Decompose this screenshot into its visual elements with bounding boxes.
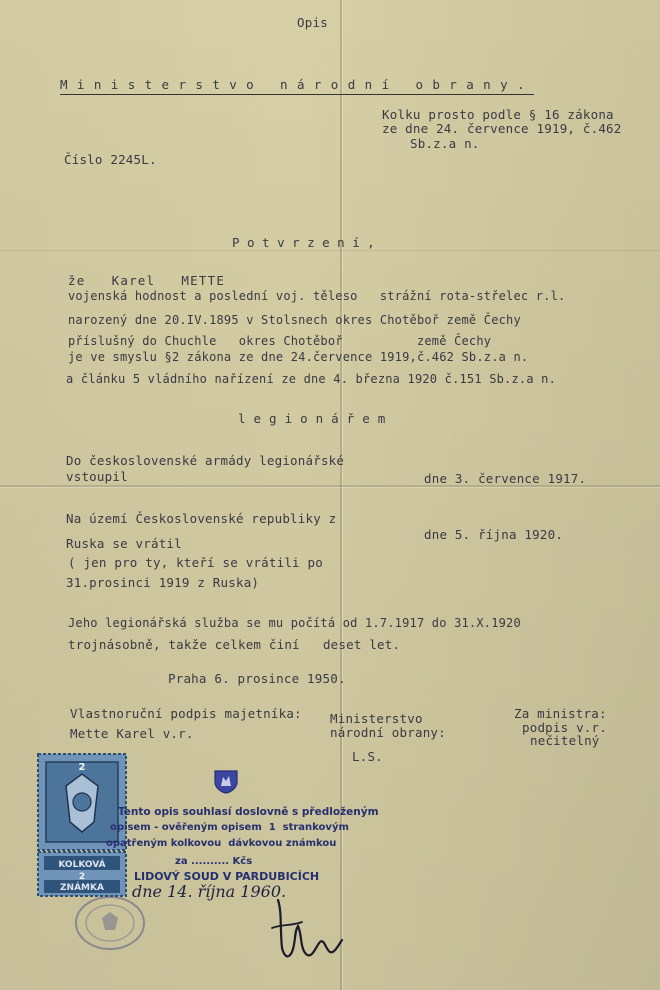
certification-date: dne 14. října 1960.	[132, 882, 287, 901]
revenue-stamp-bottom-label: ZNÁMKA	[60, 883, 104, 893]
service-line-1: Jeho legionářská služba se mu počítá od 1.7.1917 do 31.X.1920	[68, 616, 521, 630]
body-line-5: je ve smyslu §2 zákona ze dne 24.července 1919,č.462 Sb.z.a n.	[68, 350, 529, 364]
body-line-3: narozený dne 20.IV.1895 v Stolsnech okres Chotěboř země Čechy	[68, 313, 521, 327]
state-emblem-icon	[212, 768, 240, 794]
return-line-2: Ruska se vrátil	[66, 536, 182, 551]
handwritten-signature	[268, 890, 348, 968]
return-date: dne 5. října 1920.	[424, 527, 564, 542]
minister-line-1: Za ministra:	[514, 706, 607, 721]
minister-line-2: podpis v.r.	[522, 720, 607, 735]
revenue-stamp-top-label: KOLKOVÁ	[58, 860, 106, 870]
return-line-3: ( jen pro ty, kteří se vrátili po	[68, 555, 323, 570]
document-number: Číslo 2245L.	[64, 152, 157, 167]
document-title: Potvrzení,	[232, 235, 383, 250]
entry-label-line-1: Do československé armády legionářské	[66, 453, 345, 468]
ministry-sign-line-1: Ministerstvo	[330, 711, 423, 726]
service-line-2: trojnásobně, takže celkem činí deset let.	[68, 637, 401, 652]
revenue-stamp-value: 2	[78, 762, 86, 773]
revenue-stamp-value-lower: 2	[78, 872, 86, 882]
place-date: Praha 6. prosince 1950.	[168, 671, 346, 686]
stamp-note-line-2: ze dne 24. července 1919, č.462	[382, 121, 622, 136]
certification-line-4: za .......... Kčs	[175, 856, 253, 867]
body-line-6: a článku 5 vládního nařízení ze dne 4. března 1920 č.151 Sb.z.a n.	[66, 372, 557, 386]
body-line-4: příslušný do Chuchle okres Chotěboř země Čechy	[68, 334, 492, 348]
fold-line-vertical	[340, 0, 342, 990]
certification-line-3: opatřeným kolkovou dávkovou známkou	[106, 838, 337, 849]
ministry-sign-line-2: národní obrany:	[330, 725, 446, 740]
ministry-heading: Ministerstvo národní obrany.	[60, 78, 534, 95]
entry-date: dne 3. července 1917.	[424, 471, 587, 486]
stamp-note-line-1: Kolku prosto podle § 16 zákona	[382, 107, 614, 122]
certification-line-1: Tento opis souhlasí doslovně s předloženým	[118, 806, 379, 818]
court-name: LIDOVÝ SOUD V PARDUBICÍCH	[134, 870, 320, 883]
return-line-1: Na území Československé republiky z	[66, 511, 337, 526]
owner-signature-label: Vlastnoruční podpis majetníka:	[70, 706, 302, 721]
copy-label: Opis	[297, 15, 328, 30]
return-line-4: 31.prosinci 1919 z Ruska)	[66, 575, 260, 590]
entry-label-line-2: vstoupil	[66, 469, 128, 484]
legionnaire-label: legionářem	[238, 411, 394, 426]
body-line-2: vojenská hodnost a poslední voj. těleso strážní rota-střelec r.l.	[68, 289, 566, 303]
certification-line-2: opisem - ověřeným opisem 1 strankovým	[110, 822, 349, 833]
body-line-1: že Karel METTE	[68, 273, 226, 288]
round-seal	[72, 894, 148, 952]
minister-line-3: nečitelný	[530, 733, 600, 748]
fold-line-horizontal-upper	[0, 250, 660, 251]
stamp-note-line-3: Sb.z.a n.	[410, 136, 480, 151]
owner-name: Mette Karel v.r.	[70, 726, 194, 741]
seal-label: L.S.	[352, 749, 383, 764]
